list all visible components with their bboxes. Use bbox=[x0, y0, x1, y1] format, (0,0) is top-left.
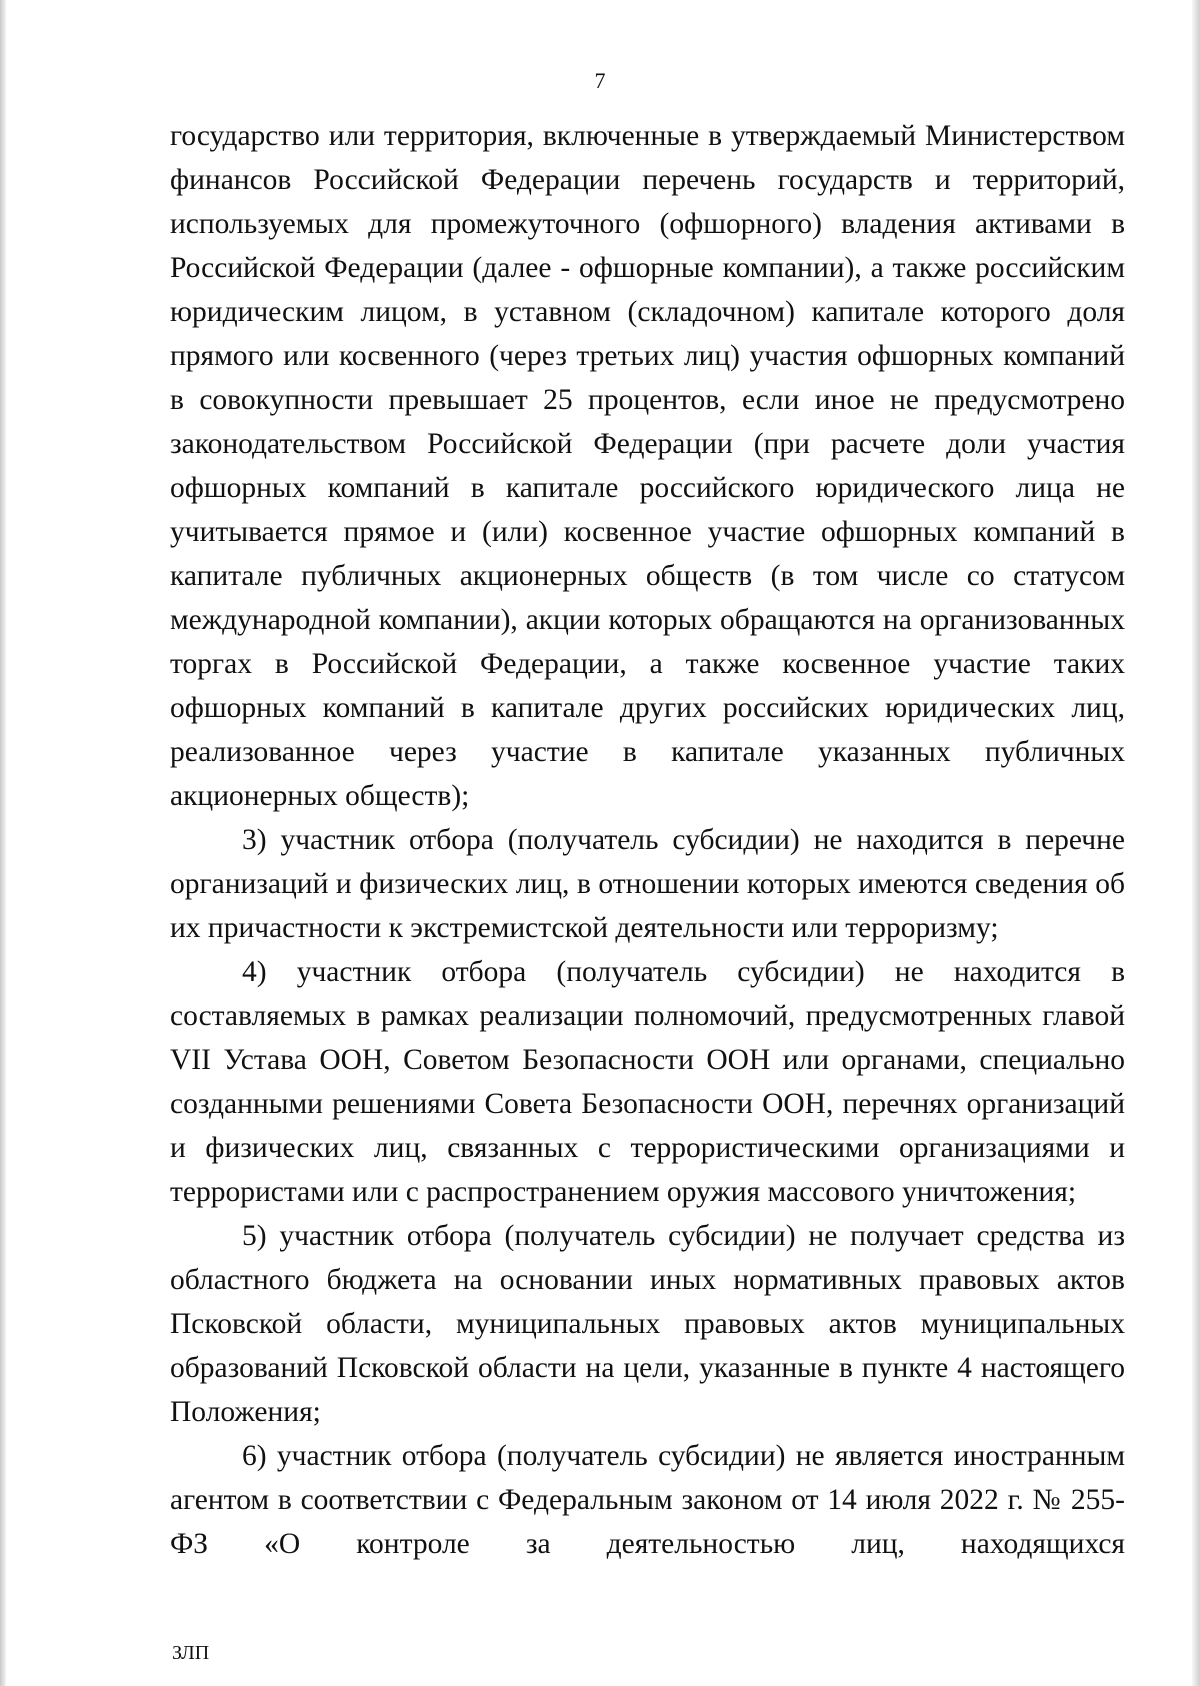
document-body bbox=[170, 114, 1125, 1566]
paragraph-item-4: 4) участник отбора (получатель субсидии) не находится в составляемых в рамках реализации полномочий, предусмотренных главой VII Устава ООН, Советом Безопасности ООН или органами, специально созданными решениями Совета Безопасности ООН, перечнях организаций и физических лиц, связанных с террористическими организациями и террористами или с распространением оружия массового уничтожения; bbox=[170, 956, 1125, 1208]
scan-edge-left bbox=[0, 0, 6, 1686]
paragraph-item-6: 6) участник отбора (получатель субсидии) не является иностранным агентом в соответствии с Федеральным законом от 14 июля 2022 г. № 255-ФЗ «О контроле за деятельностью лиц, находящихся bbox=[170, 1440, 1125, 1560]
footer-document-code: ЗЛП bbox=[172, 1642, 210, 1664]
paragraph-item-3: 3) участник отбора (получатель субсидии) не находится в перечне организаций и физических лиц, в отношении которых имеются сведения об их причастности к экстремистской деятельности или терроризму; bbox=[170, 824, 1125, 944]
page-number: 7 bbox=[594, 68, 606, 93]
scan-edge-right bbox=[1192, 0, 1200, 1686]
paragraph-offshore-continuation: государство или территория, включенные в утверждаемый Министерством финансов Российской Федерации перечень государств и территорий, используемых для промежуточного (офшорного) владения активами в Российской Федерации (далее - офшорные компании), а также российским юридическим лицом, в уставном (складочном) капитале которого доля прямого или косвенного (через третьих лиц) участия офшорных компаний в совокупности превышает 25 процентов, если иное не предусмотрено законодательством Российской Федерации (при расчете доли участия офшорных компаний в капитале российского юридического лица не учитывается прямое и (или) косвенное участие офшорных компаний в капитале публичных акционерных обществ (в том числе со статусом международной компании), акции которых обращаются на организованных торгах в Российской Федерации, а также косвенное участие таких офшорных компаний в капитале других российских юридических лиц, реализованное через участие в капитале указанных публичных акционерных обществ); bbox=[170, 120, 1125, 812]
paragraph-item-5: 5) участник отбора (получатель субсидии) не получает средства из областного бюджета на основании иных нормативных правовых актов Псковской области, муниципальных правовых актов муниципальных образований Псковской области на цели, указанные в пункте 4 настоящего Положения; bbox=[170, 1220, 1125, 1428]
